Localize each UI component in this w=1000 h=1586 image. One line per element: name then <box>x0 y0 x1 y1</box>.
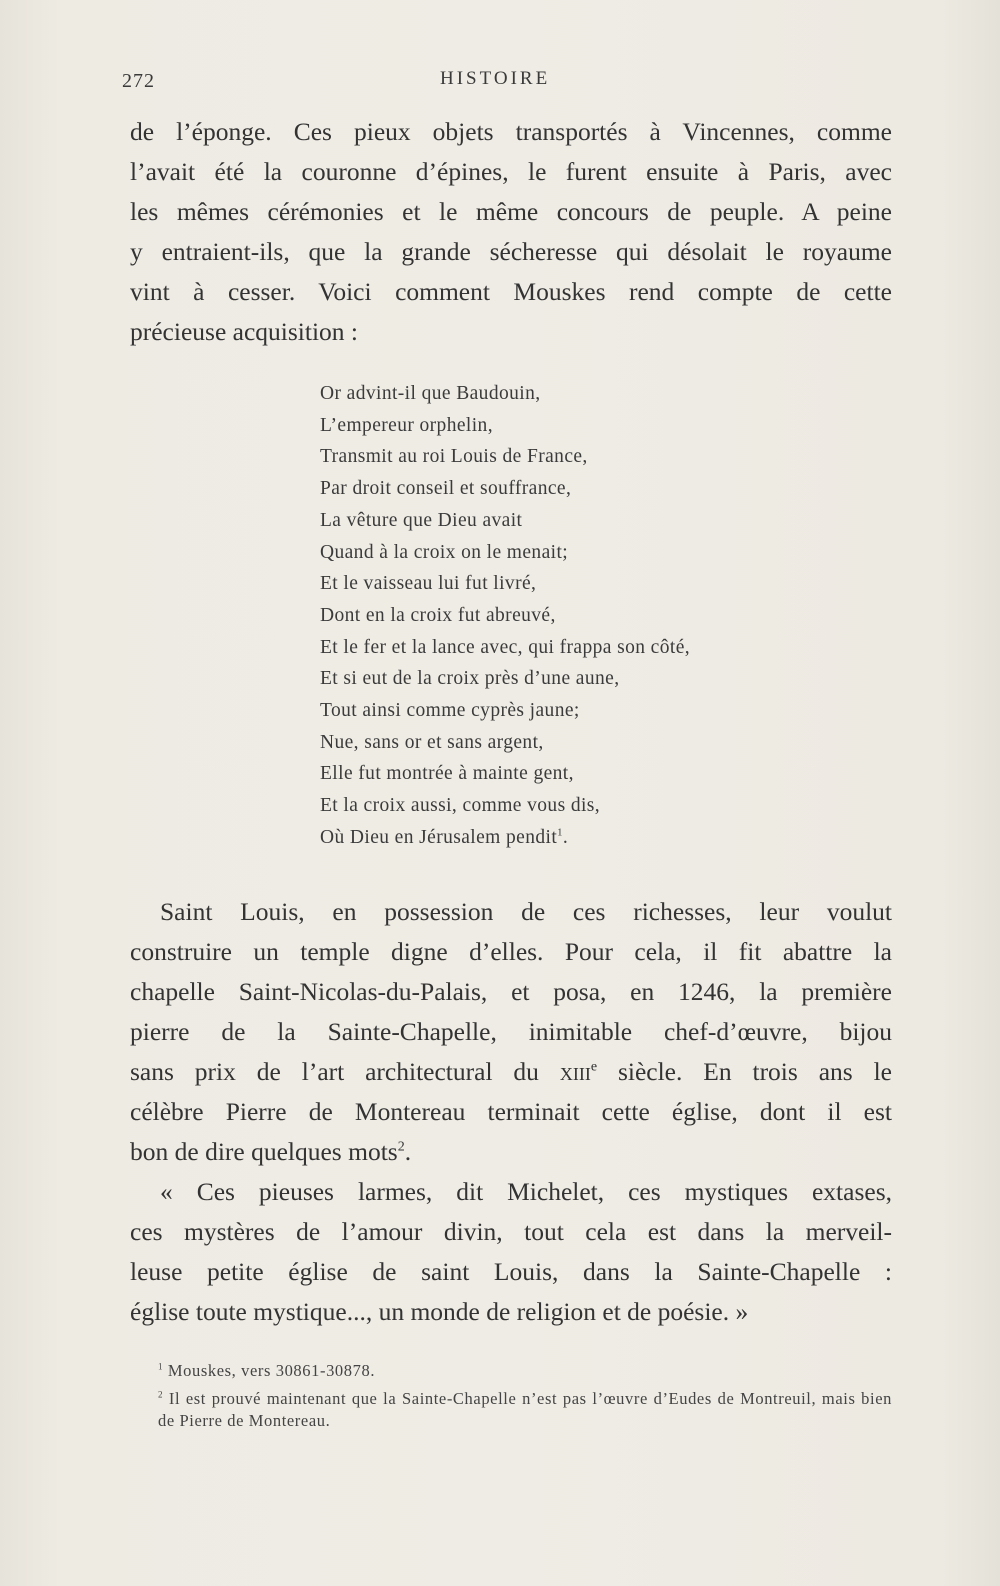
text-line-last <box>130 1132 892 1172</box>
text-line: pierre de la Sainte-Chapelle, inimitable chef-d’œuvre, bijou <box>130 1017 892 1046</box>
verse-line: Elle fut montrée à mainte gent, <box>320 763 574 785</box>
text-line: chapelle Saint-Nicolas-du-Palais, et posa, en 1246, la première <box>130 977 892 1006</box>
verse-line: Par droit conseil et souffrance, <box>320 478 572 500</box>
verse-quotation <box>320 378 840 854</box>
footnote-mark: 2 <box>158 1389 164 1400</box>
text-line-end: siècle. En trois ans le <box>597 1057 892 1086</box>
verse-line: Et la croix aussi, comme vous dis, <box>320 795 601 817</box>
verse-line: L’empereur orphelin, <box>320 414 493 436</box>
page-number: 272 <box>122 70 155 92</box>
footnote-ref-2[interactable]: 2 <box>397 1139 405 1155</box>
footnote-ref-1[interactable]: 1 <box>557 826 563 839</box>
text-line: de l’éponge. Ces pieux objets transportés à Vincennes, comme <box>130 117 892 146</box>
text-line: l’avait été la couronne d’épines, le furent ensuite à Paris, avec <box>130 157 892 186</box>
text-line: Saint Louis, en possession de ces richesses, leur voulut <box>160 897 892 926</box>
text-line-text: bon de dire quelques mots <box>130 1137 398 1166</box>
text-line: « Ces pieuses larmes, dit Michelet, ces mystiques extases, <box>160 1177 892 1206</box>
running-head: HISTOIRE <box>440 68 551 89</box>
text-line-start: sans prix de l’art architectural du <box>130 1057 539 1086</box>
footnote-text: Mouskes, vers 30861-30878. <box>167 1361 376 1380</box>
text-line: construire un temple digne d’elles. Pour cela, il fit abattre la <box>130 937 892 966</box>
century-numeral: xiii <box>559 1057 591 1086</box>
text-line-end: . <box>404 1137 412 1166</box>
text-line: précieuse acquisition : <box>130 317 359 346</box>
text-line: y entraient-ils, que la grande sécheresse qui désolait le royaume <box>130 237 892 266</box>
verse-line: Dont en la croix fut abreuvé, <box>320 604 556 626</box>
verse-line: Nue, sans or et sans argent, <box>320 731 544 753</box>
paragraph-3 <box>130 1172 892 1332</box>
text-line: célèbre Pierre de Montereau terminait cette église, dont il est <box>130 1097 892 1126</box>
text-line: les mêmes cérémonies et le même concours de peuple. A peine <box>130 197 892 226</box>
verse-line: Et si eut de la croix près d’une aune, <box>320 668 620 690</box>
footnote-text: Il est prouvé maintenant que la Sainte-Chapelle n’est pas l’œuvre d’Eudes de Montreuil, mais bien de Pierre de Montereau. <box>158 1389 892 1430</box>
footnote-mark: 1 <box>158 1361 164 1372</box>
text-line: ces mystères de l’amour divin, tout cela est dans la merveil- <box>130 1217 892 1246</box>
paragraph-1 <box>130 112 892 352</box>
page-header <box>122 70 892 100</box>
footnote-1 <box>140 1360 892 1382</box>
verse-line-text: Où Dieu en Jérusalem pendit <box>320 826 558 848</box>
text-line: leuse petite église de saint Louis, dans la Sainte-Chapelle : <box>130 1257 892 1286</box>
paragraph-2 <box>130 892 892 1172</box>
verse-line: Et le vaisseau lui fut livré, <box>320 573 537 595</box>
text-line: vint à cesser. Voici comment Mouskes rend compte de cette <box>130 277 892 306</box>
verse-line: Et le fer et la lance avec, qui frappa son côté, <box>320 636 691 658</box>
verse-line: Tout ainsi comme cyprès jaune; <box>320 700 580 722</box>
verse-line-last <box>320 822 840 854</box>
verse-line: Quand à la croix on le menait; <box>320 541 569 563</box>
century-superscript: e <box>590 1059 598 1075</box>
text-line: église toute mystique..., un monde de religion et de poésie. » <box>130 1297 749 1326</box>
text-line-century <box>130 1052 892 1092</box>
footnote-2 <box>140 1388 892 1432</box>
verse-line-end: . <box>562 826 569 848</box>
verse-line: La vêture que Dieu avait <box>320 509 523 531</box>
verse-line: Or advint-il que Baudouin, <box>320 383 541 404</box>
footnotes <box>140 1360 892 1432</box>
verse-line: Transmit au roi Louis de France, <box>320 446 588 468</box>
